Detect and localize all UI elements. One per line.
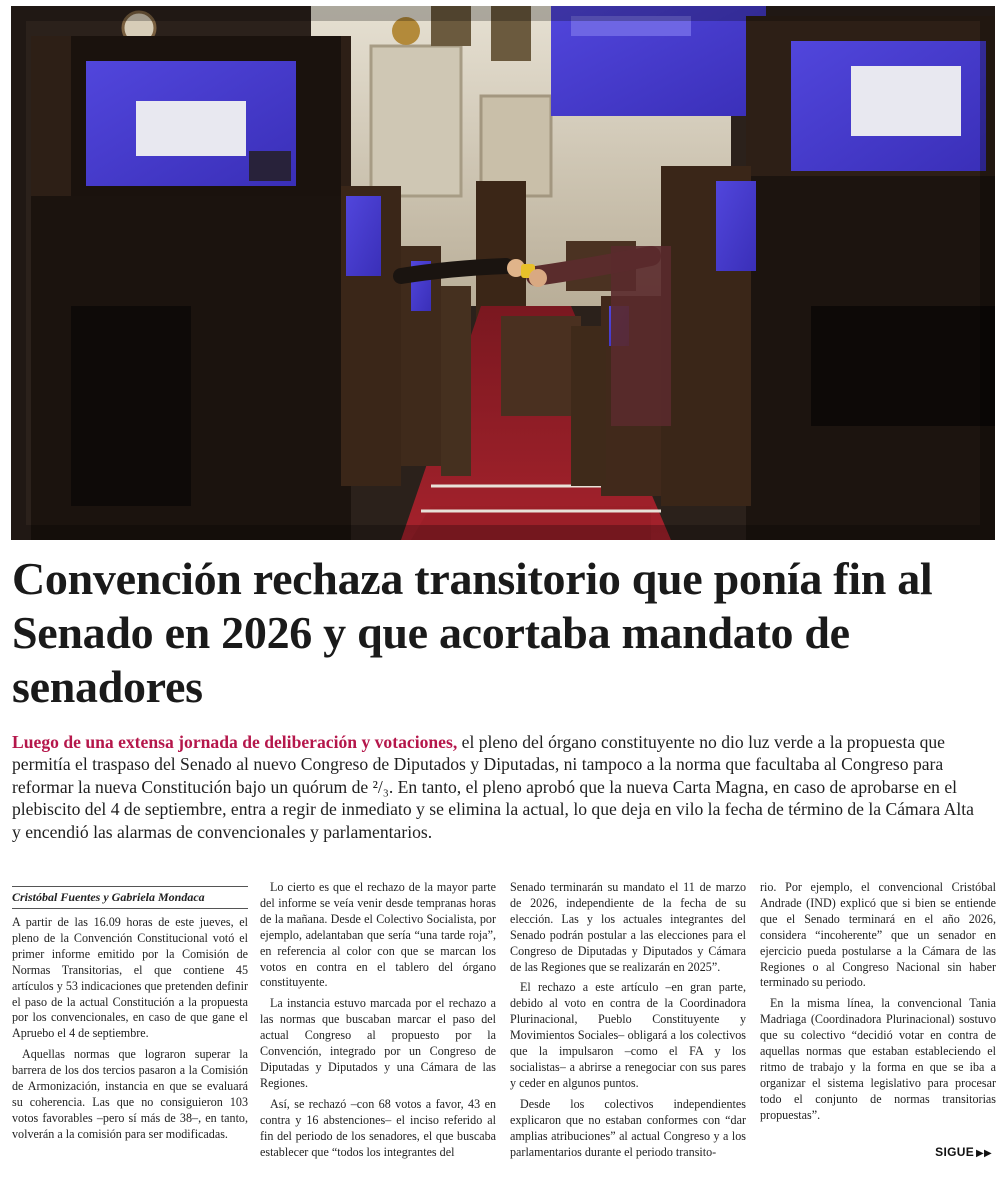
lead-text: el pleno del órgano constituyente no dio luz verde a la propuesta que permitía el traspaso del Senado al nuevo Congreso de Diputados y Diputadas, ni tampoco a la norma que facultaba al Congreso para reformar la nueva Constitución bajo un quórum de ²/₃. En tanto, el pleno aprobó que la nueva Carta Magna, en caso de aprobarse en el plebiscito del 4 de septiembre, entra a regir de inmediato y se elimina la actual, lo que deja en vilo la fecha de término de la Cámara Alta y encendió las alarmas de convencionales y parlamentarios. bbox=[12, 732, 974, 842]
lead-paragraph bbox=[12, 731, 987, 843]
continues-link[interactable] bbox=[935, 1145, 992, 1159]
column-4 bbox=[760, 880, 996, 1129]
paragraph: El rechazo a este artículo –en gran parte, debido al voto en contra de la Coordinadora Plurinacional, Pueblo Constituyente y Movimientos Sociales– obligará a los colectivos que la impulsaron –como el FA y los socialistas– a abrirse a renegociar con sus pares y ceder en algunos puntos. bbox=[510, 980, 746, 1090]
paragraph: Lo cierto es que el rechazo de la mayor parte del informe se veía venir desde tempranas horas de la mañana. Desde el Colectivo Socialista, por ejemplo, adelantaban que sería “una tarde roja”, en referencia al color con que se marcan los votos en contra en el tablero del órgano constituyente. bbox=[260, 880, 496, 990]
continues-label: SIGUE bbox=[935, 1145, 975, 1159]
lead-kicker: Luego de una extensa jornada de deliberación y votaciones, bbox=[12, 732, 458, 752]
headline: Convención rechaza transitorio que ponía fin al Senado en 2026 y que acortaba mandato de senadores bbox=[12, 553, 933, 712]
article-photo bbox=[11, 6, 995, 540]
paragraph: La instancia estuvo marcada por el rechazo a las normas que buscaban marcar el paso del actual Congreso al propuesto por la Convención, integrado por un Congreso de Diputadas y Diputados y una Cámara de las Regiones. bbox=[260, 996, 496, 1090]
paragraph: Así, se rechazó –con 68 votos a favor, 43 en contra y 16 abstenciones– el inciso referido al fin del periodo de los senadores, el que buscaba establecer que “todos los integrantes del bbox=[260, 1096, 496, 1159]
column-1 bbox=[12, 880, 248, 1148]
paragraph: En la misma línea, la convencional Tania Madriaga (Coordinadora Plurinacional) sostuvo que su colectivo “decidió votar en contra de aquellas normas que estaban estableciendo el ritmo de trabajo y la forma en que se iba a organizar el sistema legislativo para procesar todo el conjunto de normas transitorias propuestas”. bbox=[760, 996, 996, 1122]
column-3 bbox=[510, 880, 746, 1165]
paragraph: A partir de las 16.09 horas de este jueves, el pleno de la Convención Constitucional votó el primer informe emitido por la Comisión de Normas Transitorias, el que contiene 45 artículos y 53 indicaciones que pretenden definir el paso de la actual Constitución a la propuesta por los convencionales, en caso de que gane el Apruebo el 4 de septiembre. bbox=[12, 915, 248, 1041]
chamber-photo-illustration bbox=[11, 6, 995, 540]
double-arrow-right-icon: ▶▶ bbox=[976, 1148, 992, 1159]
byline: Cristóbal Fuentes y Gabriela Mondaca bbox=[12, 886, 248, 909]
paragraph: Desde los colectivos independientes explicaron que no estaban conformes con “dar amplias atribuciones” al actual Congreso y a los parlamentarios durante el periodo transito- bbox=[510, 1096, 746, 1159]
paragraph: rio. Por ejemplo, el convencional Cristóbal Andrade (IND) explicó que si bien se entiende que el Senado terminará en el año 2026, considera “incoherente” que un senador en ejercicio pueda postularse a la Cámara de las Regiones o al Congreso Nacional sin haber terminado su periodo. bbox=[760, 880, 996, 990]
paragraph: Senado terminarán su mandato el 11 de marzo de 2026, independiente de la fecha de su elección. Las y los actuales integrantes del Senado podrán postular a las elecciones para el Congreso de Diputadas y Diputados y Cámara de las Regiones que se realizarán en 2025”. bbox=[510, 880, 746, 974]
paragraph: Aquellas normas que lograron superar la barrera de los dos tercios pasaron a la Comisión de Armonización, instancia en que se evaluará su coherencia. Las que no consiguieron 103 votos favorables –pero sí más de 38–, en tanto, volverán a la comisión para ser modificadas. bbox=[12, 1047, 248, 1141]
column-2 bbox=[260, 880, 496, 1165]
article-body bbox=[12, 880, 996, 1165]
